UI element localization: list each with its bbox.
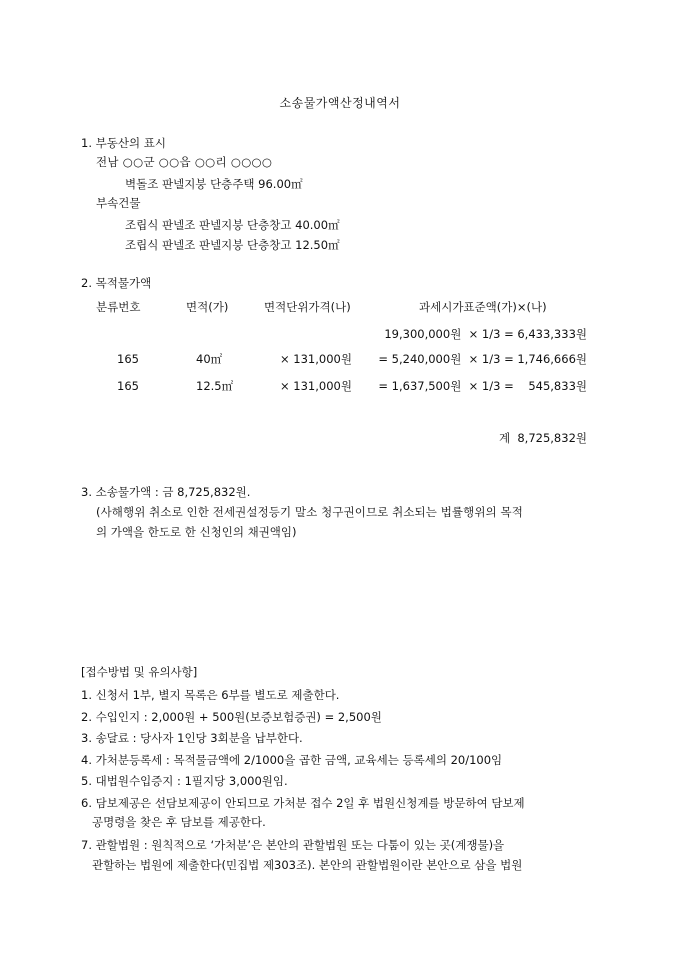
notes-item: 3. 송달료 : 당사자 1인당 3회분을 납부한다. bbox=[81, 731, 303, 745]
section2-heading: 2. 목적물가액 bbox=[81, 276, 152, 290]
notes-item: 1. 신청서 1부, 별지 목록은 6부를 별도로 제출한다. bbox=[81, 688, 340, 702]
notes-item: 6. 담보제공은 선담보제공이 안되므로 가처분 접수 2일 후 법원신청계를 방문하여 담보제 bbox=[81, 796, 525, 810]
notes-item: 5. 대법원수입증지 : 1필지당 3,000원임. bbox=[81, 774, 288, 788]
row-calc: = 5,240,000원 × 1/3 = 1,746,666원 bbox=[378, 352, 587, 366]
row-area: 40㎡ bbox=[196, 352, 223, 366]
section3-claim-value: 3. 소송물가액 : 금 8,725,832원. bbox=[81, 485, 251, 499]
header-area: 면적(가) bbox=[186, 300, 229, 314]
notes-item-continued: 관할하는 법원에 제출한다(민집법 제303조). 본안의 관할법원이란 본안으로 삼을 법원 bbox=[81, 858, 523, 872]
notes-item: 2. 수입인지 : 2,000원 + 500원(보증보험증권) = 2,500원 bbox=[81, 710, 382, 724]
row-class-no: 165 bbox=[117, 379, 139, 393]
total-amount: 계 8,725,832원 bbox=[498, 431, 587, 445]
row-class-no: 165 bbox=[117, 352, 139, 366]
notes-item: 4. 가처분등록세 : 목적물금액에 2/1000을 곱한 금액, 교육세는 등록세의 20/100임 bbox=[81, 753, 503, 767]
row-unit-price: × 131,000원 bbox=[280, 352, 352, 366]
section3-note: (사해행위 취소로 인한 전세권설정등기 말소 청구권이므로 취소되는 법률행위의 목적 bbox=[96, 505, 523, 519]
annex-item: 조립식 판넬조 판넬지붕 단층창고 40.00㎡ bbox=[125, 218, 340, 232]
property-address: 전남 ○○군 ○○읍 ○○리 ○○○○ bbox=[96, 155, 273, 169]
main-building: 벽돌조 판넬지붕 단층주택 96.00㎡ bbox=[125, 177, 303, 191]
notes-item-continued: 공명령을 찾은 후 담보를 제공한다. bbox=[81, 815, 266, 829]
annex-item: 조립식 판넬조 판넬지붕 단층창고 12.50㎡ bbox=[125, 238, 340, 252]
header-formula: 과세시가표준액(가)×(나) bbox=[419, 300, 547, 314]
document-title: 소송물가액산정내역서 bbox=[279, 96, 401, 110]
section1-heading: 1. 부동산의 표시 bbox=[81, 136, 166, 150]
row-unit-price: × 131,000원 bbox=[280, 379, 352, 393]
notes-item: 7. 관할법원 : 원칙적으로 ‘가처분’은 본안의 관할법원 또는 다툼이 있는 곳(계쟁물)을 bbox=[81, 838, 505, 852]
header-unit-price: 면적단위가격(나) bbox=[264, 300, 351, 314]
row-area: 12.5㎡ bbox=[196, 379, 234, 393]
calc-line-main: 19,300,000원 × 1/3 = 6,433,333원 bbox=[384, 327, 587, 341]
annex-heading: 부속건물 bbox=[96, 196, 141, 210]
section3-note: 의 가액을 한도로 한 신청인의 채권액임) bbox=[96, 525, 297, 539]
notes-heading: [접수방법 및 유의사항] bbox=[81, 665, 198, 679]
header-class-no: 분류번호 bbox=[96, 300, 141, 314]
row-calc: = 1,637,500원 × 1/3 = 545,833원 bbox=[378, 379, 587, 393]
